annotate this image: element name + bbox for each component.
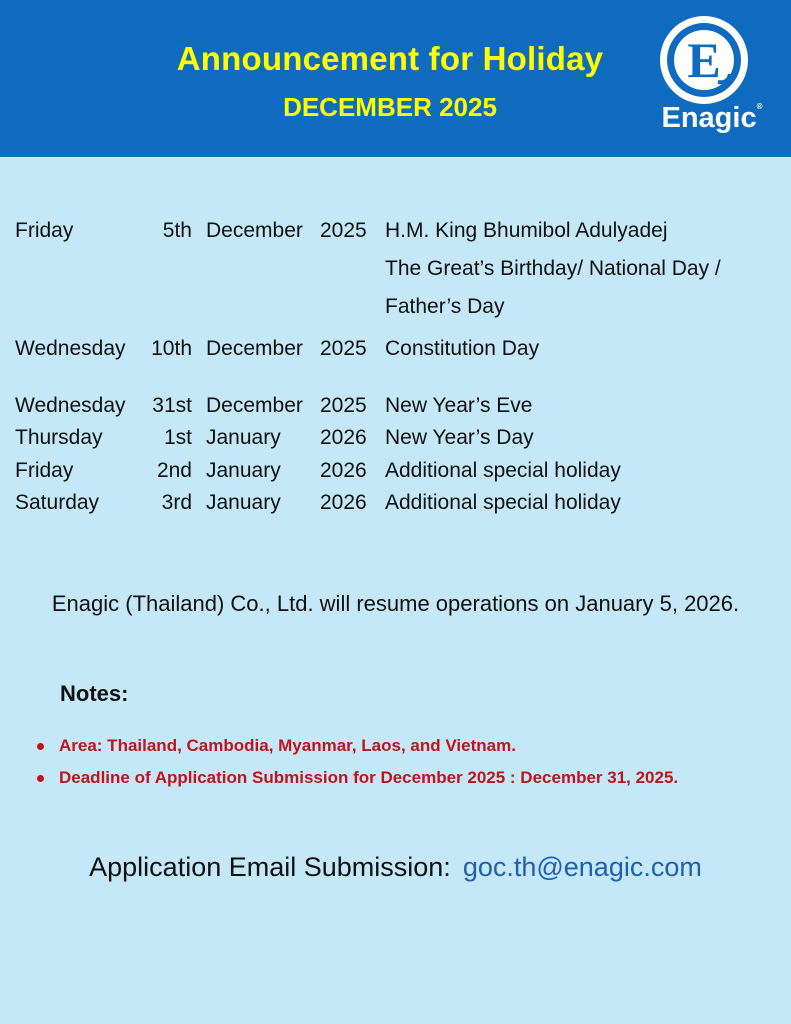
holiday-month: December	[206, 394, 303, 417]
page-title: Announcement for Holiday	[176, 40, 604, 77]
holiday-year: 2025	[320, 337, 367, 360]
holiday-day: Saturday	[15, 491, 100, 514]
notes-title: Notes:	[60, 681, 129, 706]
page-subtitle: DECEMBER 2025	[283, 92, 497, 122]
holiday-date: 2nd	[156, 459, 192, 482]
holiday-row	[0, 454, 791, 488]
holiday-date: 3rd	[161, 491, 192, 514]
holiday-date: 5th	[162, 219, 192, 242]
holiday-month: January	[206, 491, 281, 514]
enagic-logo	[648, 12, 778, 142]
notes-item-text: Area: Thailand, Cambodia, Myanmar, Laos, and Vietnam.	[59, 736, 516, 755]
header-banner	[0, 0, 791, 157]
holiday-day: Wednesday	[15, 337, 126, 360]
holiday-description: Additional special holiday	[385, 491, 621, 514]
bullet-icon	[37, 743, 44, 750]
holiday-description: New Year’s Eve	[385, 394, 533, 417]
logo-letter: E	[687, 32, 721, 88]
notes-item	[34, 766, 678, 798]
logo-wordmark: Enagic®	[661, 102, 763, 134]
holiday-row	[0, 389, 791, 423]
holiday-month: January	[206, 426, 281, 449]
holiday-month: December	[206, 219, 303, 242]
notes-item-text: Deadline of Application Submission for December 2025 : December 31, 2025.	[59, 768, 679, 787]
holiday-description: New Year’s Day	[385, 426, 534, 449]
holiday-date: 10th	[151, 337, 192, 360]
holiday-day: Thursday	[15, 426, 103, 449]
holiday-description: H.M. King Bhumibol Adulyadej	[385, 219, 668, 242]
holiday-year: 2025	[320, 394, 367, 417]
notes-item	[34, 734, 678, 766]
holiday-row-continued	[0, 252, 791, 286]
notes-list	[34, 734, 678, 798]
holiday-year: 2025	[320, 219, 367, 242]
holiday-day: Friday	[15, 459, 74, 482]
holiday-date: 31st	[152, 394, 192, 417]
bullet-icon	[37, 775, 44, 782]
holiday-year: 2026	[320, 459, 367, 482]
application-email-label: Application Email Submission:	[89, 852, 451, 882]
holiday-description: The Great’s Birthday/ National Day /	[385, 257, 721, 280]
holiday-description: Father’s Day	[385, 295, 505, 318]
holiday-row	[0, 486, 791, 520]
holiday-day: Wednesday	[15, 394, 126, 417]
holiday-description: Constitution Day	[385, 337, 540, 360]
holiday-row-continued	[0, 290, 791, 324]
holiday-month: December	[206, 337, 303, 360]
holiday-year: 2026	[320, 426, 367, 449]
holiday-date: 1st	[163, 426, 192, 449]
holiday-row	[0, 332, 791, 366]
application-email-line	[0, 852, 791, 883]
holiday-month: January	[206, 459, 281, 482]
holiday-year: 2026	[320, 491, 367, 514]
application-email-link[interactable]: goc.th@enagic.com	[462, 852, 702, 882]
holiday-row	[0, 421, 791, 455]
resume-notice: Enagic (Thailand) Co., Ltd. will resume operations on January 5, 2026.	[51, 591, 740, 616]
holiday-day: Friday	[15, 219, 74, 242]
holiday-description: Additional special holiday	[385, 459, 621, 482]
enagic-logo-emblem	[658, 14, 750, 106]
holiday-row	[0, 214, 791, 248]
